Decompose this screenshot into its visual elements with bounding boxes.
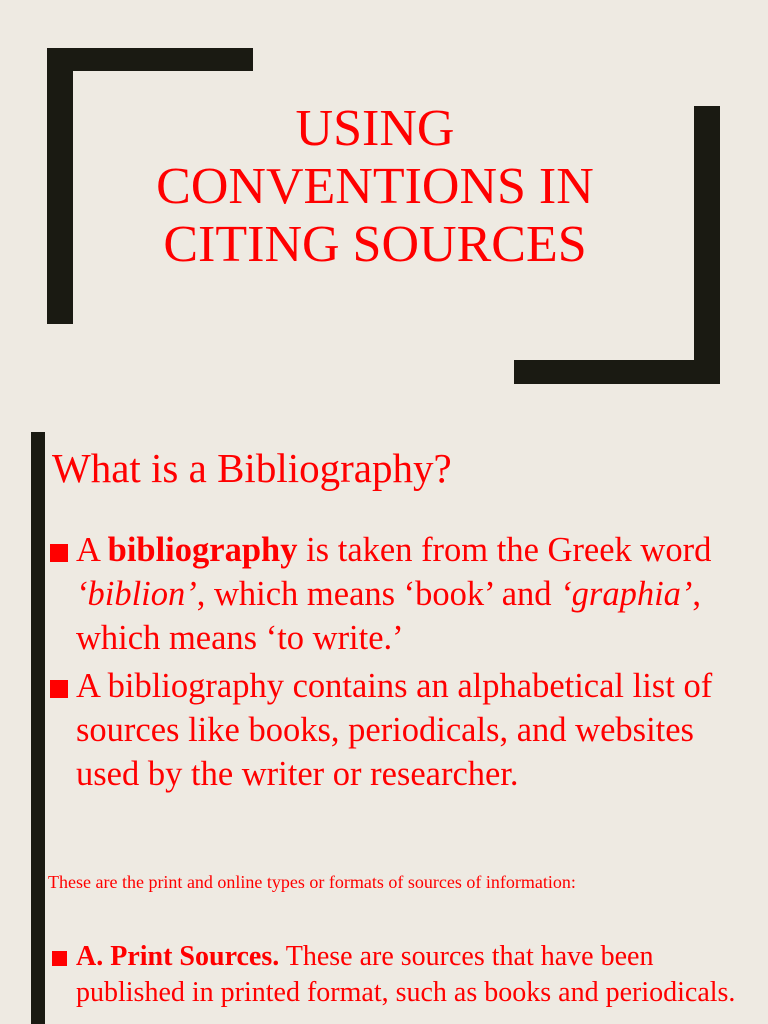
title-line: CONVENTIONS IN	[156, 158, 594, 215]
bold-term: bibliography	[107, 531, 298, 569]
bullet-item	[50, 528, 760, 660]
bullet-item	[52, 939, 758, 1011]
italic-term: ‘graphia’	[560, 575, 693, 613]
bullet-item	[50, 664, 760, 796]
bullet-list	[52, 939, 758, 1011]
bibliography-slide	[0, 432, 768, 865]
bracket-bottom-right-horizontal	[514, 360, 720, 384]
sources-slide	[0, 865, 768, 1024]
slide-heading: What is a Bibliography?	[52, 445, 452, 491]
italic-term: ‘biblion’	[76, 575, 197, 613]
bracket-bottom-right-vertical	[694, 106, 720, 384]
accent-bar	[31, 432, 45, 865]
square-bullet-icon	[50, 680, 68, 698]
accent-bar	[31, 865, 45, 1024]
square-bullet-icon	[50, 544, 68, 562]
bold-term: A. Print Sources.	[76, 941, 280, 972]
bullet-text: A	[76, 531, 108, 569]
slide-title	[110, 100, 640, 274]
bracket-top-left-horizontal	[47, 48, 253, 71]
title-line: CITING SOURCES	[163, 216, 587, 273]
bullet-text: , which means ‘book’ and	[196, 575, 561, 613]
bracket-top-left-vertical	[47, 48, 73, 324]
bullet-text: A bibliography contains an alphabetical list of sources like books, periodicals, and websites used by the writer or researcher.	[76, 667, 713, 793]
bullet-text: These are sources that have been published in printed format, such as books and periodicals.	[76, 941, 736, 1008]
slide-intro-text: These are the print and online types or formats of sources of information:	[48, 872, 576, 892]
title-line: USING	[295, 100, 455, 157]
square-bullet-icon	[52, 951, 67, 966]
bullet-text: is taken from the Greek word	[297, 531, 712, 569]
title-slide	[0, 0, 768, 432]
bullet-text: , which means ‘to write.’	[76, 575, 702, 657]
bullet-list	[50, 528, 760, 800]
